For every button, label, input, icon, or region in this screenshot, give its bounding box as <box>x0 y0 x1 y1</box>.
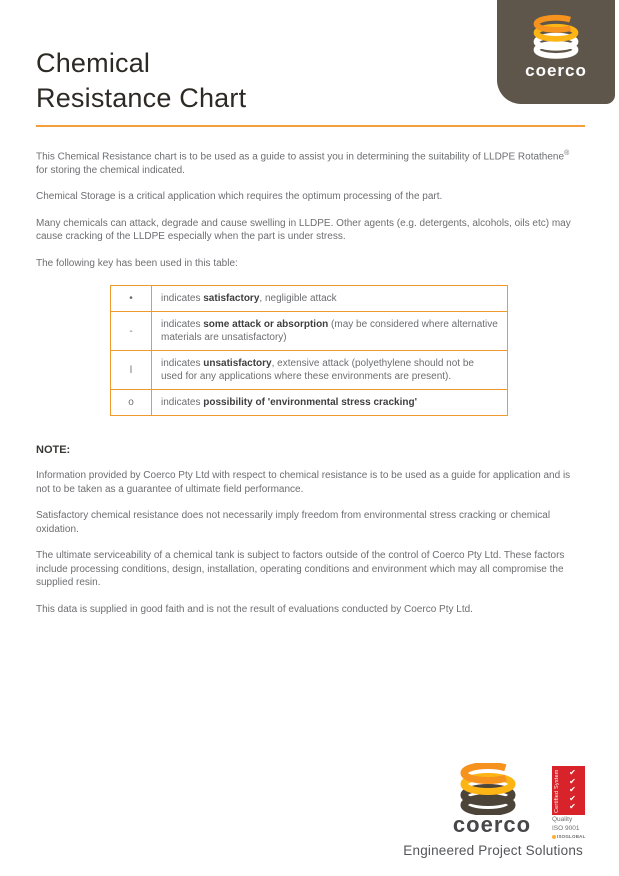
key-symbol: o <box>111 390 152 416</box>
header-brand-wordmark: coerco <box>525 61 587 80</box>
title-divider <box>36 125 585 127</box>
key-symbol: • <box>111 286 152 312</box>
isoglobal-dot-icon <box>552 835 556 839</box>
iso-quality-label: Quality <box>552 816 573 823</box>
iso-badge-vertical-label: Certified System <box>554 769 560 813</box>
note-paragraph: The ultimate serviceability of a chemical tank is subject to factors outside of the control of Coerco Pty Ltd. These factors include processing conditions, design, installation, operating conditions and environment which may all compromise the supplied resin. <box>36 550 565 589</box>
iso-global-row <box>552 834 586 839</box>
footer-brand-wordmark: coerco <box>452 812 532 837</box>
isoglobal-label: ISOGLOBAL <box>557 834 586 839</box>
table-row <box>111 390 508 416</box>
key-symbol: - <box>111 312 152 351</box>
iso-badge-icon <box>552 766 585 815</box>
iso-checkmarks-icon: ✔ ✔ ✔ ✔ ✔ <box>569 768 576 812</box>
intro-paragraph: The following key has been used in this table: <box>36 257 238 269</box>
table-row <box>111 351 508 390</box>
note-heading: NOTE: <box>36 444 71 457</box>
note-paragraph: This data is supplied in good faith and is not the result of evaluations conducted by Coerco Pty Ltd. <box>36 603 473 615</box>
key-symbol: l <box>111 351 152 390</box>
table-row <box>111 312 508 351</box>
coerco-logo-icon <box>530 13 582 59</box>
table-row <box>111 286 508 312</box>
key-description: indicates unsatisfactory, extensive attack (polyethylene should not be used for any applications where these environments are present). <box>152 351 508 390</box>
key-description: indicates possibility of 'environmental stress cracking' <box>152 390 508 416</box>
iso-9001-badge <box>552 766 586 839</box>
note-paragraph: Information provided by Coerco Pty Ltd with respect to chemical resistance is to be used as a guide for application and is not to be taken as a guarantee of ultimate field performance. <box>36 470 571 495</box>
resistance-key-table <box>110 285 508 416</box>
header-logo-box <box>497 0 615 104</box>
intro-paragraph: Many chemicals can attack, degrade and cause swelling in LLDPE. Other agents (e.g. detergents, alcohols, oils etc) may cause cracking of the LLDPE especially when the part is under stress. <box>36 217 571 243</box>
key-description: indicates some attack or absorption (may be considered where alternative materials are unsatisfactory) <box>152 312 508 351</box>
key-description: indicates satisfactory, negligible attack <box>152 286 508 312</box>
footer-tagline: Engineered Project Solutions <box>403 843 583 858</box>
intro-paragraph: This Chemical Resistance chart is to be used as a guide to assist you in determining the suitability of LLDPE Rotathene® for storing the chemical indicated. <box>36 150 570 176</box>
page-title: Chemical Resistance Chart <box>36 48 247 113</box>
note-paragraph: Satisfactory chemical resistance does not necessarily imply freedom from environmental stress cracking or chemical oxidation. <box>36 510 551 535</box>
iso-9001-label: ISO 9001 <box>552 825 580 832</box>
intro-paragraph: Chemical Storage is a critical application which requires the optimum processing of the part. <box>36 191 443 203</box>
